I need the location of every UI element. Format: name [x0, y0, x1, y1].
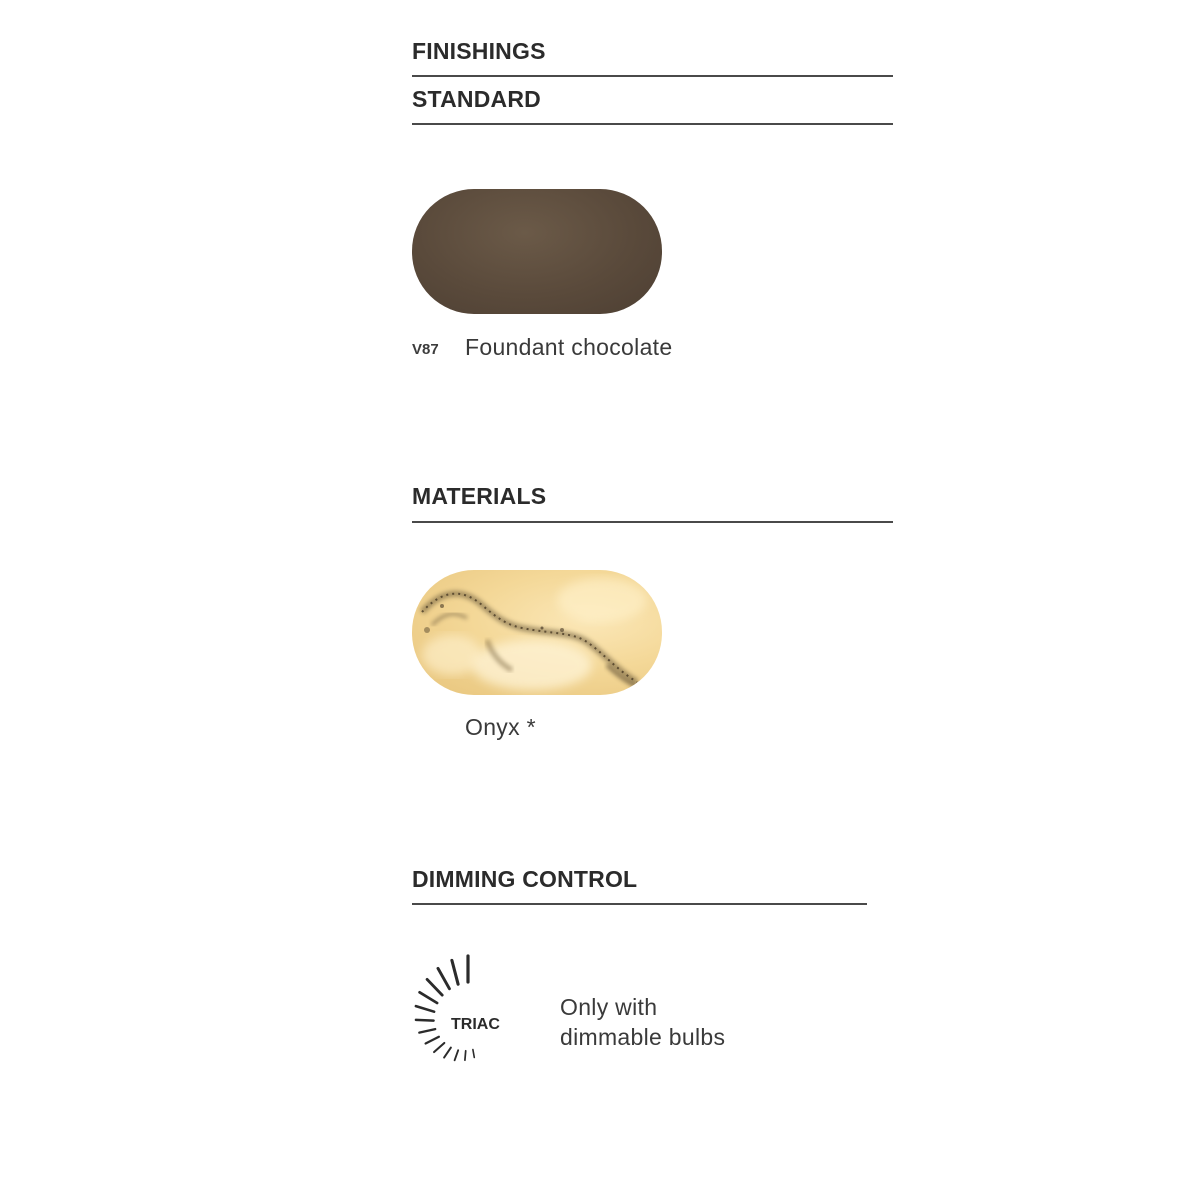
material-swatch-onyx: [412, 570, 662, 695]
triac-ray: [444, 1048, 451, 1058]
material-name: Onyx *: [465, 714, 536, 740]
materials-heading: MATERIALS: [412, 483, 547, 509]
finish-name: Foundant chocolate: [465, 334, 673, 360]
dimming-divider: [412, 903, 867, 905]
triac-label: TRIAC: [451, 1016, 500, 1033]
triac-ray: [465, 1051, 466, 1060]
dimming-note: [560, 992, 725, 1052]
triac-ray: [438, 968, 449, 988]
triac-ray: [419, 1029, 435, 1033]
onyx-texture-icon: [412, 570, 662, 695]
finishings-divider: [412, 75, 893, 77]
standard-divider: [412, 123, 893, 125]
dimming-note-line2: dimmable bulbs: [560, 1024, 726, 1050]
triac-ray: [426, 1037, 439, 1044]
finish-swatch-foundant-chocolate: [412, 189, 662, 314]
triac-ray: [455, 1050, 459, 1060]
materials-divider: [412, 521, 893, 523]
finishings-heading: FINISHINGS: [412, 38, 546, 64]
triac-dimmer-icon: [410, 950, 520, 1070]
triac-ray: [434, 1043, 444, 1052]
triac-ray: [473, 1050, 474, 1058]
standard-subheading: STANDARD: [412, 86, 541, 112]
dimming-note-line1: Only with: [560, 994, 658, 1020]
triac-ray: [420, 992, 438, 1003]
dimming-heading: DIMMING CONTROL: [412, 866, 638, 892]
triac-ray: [416, 1006, 434, 1012]
triac-ray: [416, 1020, 434, 1021]
triac-ray: [427, 979, 442, 995]
finish-code: V87: [412, 341, 439, 358]
triac-ray: [452, 960, 458, 984]
